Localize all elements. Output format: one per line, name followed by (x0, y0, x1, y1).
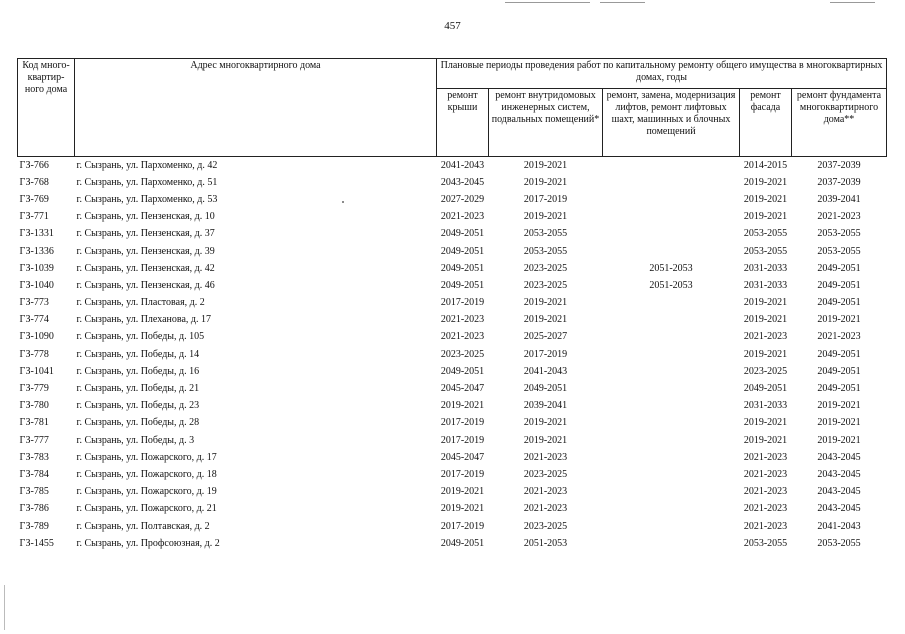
cell-facade: 2019-2021 (743, 348, 788, 360)
cell-code: ГЗ-781 (19, 417, 49, 429)
capital-repair-table (17, 58, 887, 552)
cell-lifts (603, 346, 740, 363)
cell-lifts (603, 535, 740, 552)
cell-lifts (603, 484, 740, 501)
cell-address: г. Сызрань, ул. Пензенская, д. 37 (76, 228, 215, 240)
cell-code: ГЗ-778 (19, 348, 49, 360)
scan-edge-mark (4, 585, 5, 630)
cell-foundation: 2019-2021 (817, 314, 861, 326)
cell-address: г. Сызрань, ул. Пархоменко, д. 53 (76, 193, 218, 205)
cell-roof: 2049-2051 (440, 279, 485, 291)
table-row (18, 484, 887, 501)
cell-roof: 2021-2023 (440, 314, 485, 326)
cell-facade: 2053-2055 (743, 537, 788, 549)
cell-code: ГЗ-768 (19, 176, 49, 188)
table-row (18, 157, 887, 175)
cell-address: г. Сызрань, ул. Победы, д. 21 (76, 383, 200, 395)
header-lifts: ремонт, замена, модернизация лифтов, ремонт лифтовых шахт, машинных и блочных помещений (603, 88, 740, 156)
cell-facade: 2023-2025 (743, 365, 788, 377)
cell-lifts (603, 518, 740, 535)
cell-roof: 2023-2025 (440, 348, 485, 360)
header-periods-group: Плановые периоды проведения работ по капитальному ремонту общего имущества в многоквартирных домах, годы (437, 59, 887, 89)
cell-engineering: 2017-2019 (523, 348, 568, 360)
cell-address: г. Сызрань, ул. Пензенская, д. 10 (76, 211, 215, 223)
cell-code: ГЗ-1041 (19, 365, 54, 377)
scan-edge-mark (600, 2, 645, 3)
header-facade: ремонт фасада (740, 88, 792, 156)
table-row (18, 415, 887, 432)
cell-lifts (603, 209, 740, 226)
cell-address: г. Сызрань, ул. Пожарского, д. 17 (76, 451, 217, 463)
cell-engineering: 2023-2025 (523, 279, 568, 291)
table-row (18, 329, 887, 346)
cell-roof: 2045-2047 (440, 383, 485, 395)
cell-roof: 2017-2019 (440, 297, 485, 309)
cell-facade: 2019-2021 (743, 176, 788, 188)
cell-facade: 2031-2033 (743, 262, 788, 274)
table-row (18, 277, 887, 294)
cell-facade: 2019-2021 (743, 211, 788, 223)
cell-foundation: 2053-2055 (817, 537, 861, 549)
cell-code: ГЗ-777 (19, 434, 49, 446)
cell-address: г. Сызрань, ул. Победы, д. 3 (76, 434, 195, 446)
cell-facade: 2014-2015 (743, 159, 788, 171)
cell-lifts (603, 363, 740, 380)
cell-facade: 2049-2051 (743, 383, 788, 395)
cell-foundation: 2049-2051 (817, 365, 861, 377)
cell-foundation: 2053-2055 (817, 245, 861, 257)
header-engineering: ремонт внутридомовых инженерных систем, подвальных помещений* (489, 88, 603, 156)
cell-lifts (603, 226, 740, 243)
cell-roof: 2019-2021 (440, 503, 485, 515)
cell-roof: 2049-2051 (440, 365, 485, 377)
cell-foundation: 2041-2043 (817, 520, 861, 532)
table-row (18, 535, 887, 552)
cell-code: ГЗ-766 (19, 159, 49, 171)
cell-address: г. Сызрань, ул. Пархоменко, д. 42 (76, 159, 218, 171)
cell-facade: 2019-2021 (743, 314, 788, 326)
table-row (18, 209, 887, 226)
table-row (18, 243, 887, 260)
cell-lifts (603, 191, 740, 208)
header-address: Адрес многоквартирного дома (75, 59, 437, 157)
cell-roof: 2049-2051 (440, 262, 485, 274)
cell-foundation: 2037-2039 (817, 176, 861, 188)
cell-lifts (603, 329, 740, 346)
cell-roof: 2017-2019 (440, 468, 485, 480)
cell-foundation: 2039-2041 (817, 193, 861, 205)
table-row (18, 501, 887, 518)
cell-roof: 2043-2045 (440, 176, 485, 188)
cell-facade: 2019-2021 (743, 297, 788, 309)
cell-engineering: 2019-2021 (523, 211, 568, 223)
cell-lifts (603, 449, 740, 466)
cell-address: г. Сызрань, ул. Пластовая, д. 2 (76, 297, 205, 309)
cell-lifts: 2051-2053 (649, 262, 693, 274)
cell-engineering: 2019-2021 (523, 314, 568, 326)
cell-engineering: 2025-2027 (523, 331, 568, 343)
cell-roof: 2041-2043 (440, 159, 485, 171)
cell-code: ГЗ-774 (19, 314, 49, 326)
cell-address: г. Сызрань, ул. Пожарского, д. 19 (76, 486, 217, 498)
cell-address: г. Сызрань, ул. Пензенская, д. 42 (76, 262, 215, 274)
header-roof: ремонт крыши (437, 88, 489, 156)
cell-foundation: 2019-2021 (817, 417, 861, 429)
cell-lifts (603, 157, 740, 175)
cell-foundation: 2019-2021 (817, 434, 861, 446)
cell-engineering: 2023-2025 (523, 262, 568, 274)
table-row (18, 346, 887, 363)
header-foundation: ремонт фундамента многоквартирного дома** (792, 88, 887, 156)
cell-lifts (603, 295, 740, 312)
cell-engineering: 2023-2025 (523, 520, 568, 532)
cell-engineering: 2019-2021 (523, 434, 568, 446)
cell-engineering: 2019-2021 (523, 159, 568, 171)
cell-roof: 2019-2021 (440, 486, 485, 498)
cell-roof: 2017-2019 (440, 417, 485, 429)
cell-roof: 2045-2047 (440, 451, 485, 463)
cell-engineering: 2021-2023 (523, 486, 568, 498)
cell-facade: 2031-2033 (743, 400, 788, 412)
table-row (18, 226, 887, 243)
table-row (18, 295, 887, 312)
cell-roof: 2017-2019 (440, 520, 485, 532)
cell-address: г. Сызрань, ул. Победы, д. 14 (76, 348, 200, 360)
table-row (18, 260, 887, 277)
cell-roof: 2049-2051 (440, 537, 485, 549)
table-row (18, 174, 887, 191)
cell-code: ГЗ-773 (19, 297, 49, 309)
table-row (18, 518, 887, 535)
cell-foundation: 2049-2051 (817, 262, 861, 274)
cell-lifts: 2051-2053 (649, 279, 693, 291)
cell-foundation: 2021-2023 (817, 331, 861, 343)
table-row (18, 449, 887, 466)
cell-foundation: 2019-2021 (817, 400, 861, 412)
cell-foundation: 2043-2045 (817, 503, 861, 515)
cell-code: ГЗ-769 (19, 193, 49, 205)
cell-foundation: 2043-2045 (817, 451, 861, 463)
table-row (18, 363, 887, 380)
cell-roof: 2019-2021 (440, 400, 485, 412)
cell-address: г. Сызрань, ул. Пожарского, д. 21 (76, 503, 217, 515)
cell-lifts (603, 432, 740, 449)
cell-code: ГЗ-1331 (19, 228, 54, 240)
cell-address: г. Сызрань, ул. Пензенская, д. 39 (76, 245, 215, 257)
cell-address: г. Сызрань, ул. Полтавская, д. 2 (76, 520, 210, 532)
cell-roof: 2021-2023 (440, 211, 485, 223)
cell-code: ГЗ-785 (19, 486, 49, 498)
cell-facade: 2053-2055 (743, 245, 788, 257)
cell-facade: 2021-2023 (743, 451, 788, 463)
cell-engineering: 2019-2021 (523, 417, 568, 429)
cell-engineering: 2021-2023 (523, 451, 568, 463)
cell-foundation: 2049-2051 (817, 279, 861, 291)
cell-foundation: 2043-2045 (817, 486, 861, 498)
cell-lifts (603, 501, 740, 518)
cell-foundation: 2053-2055 (817, 228, 861, 240)
cell-foundation: 2049-2051 (817, 383, 861, 395)
cell-foundation: 2049-2051 (817, 348, 861, 360)
cell-facade: 2021-2023 (743, 331, 788, 343)
cell-address: г. Сызрань, ул. Пензенская, д. 46 (76, 279, 215, 291)
cell-engineering: 2039-2041 (523, 400, 568, 412)
cell-facade: 2021-2023 (743, 468, 788, 480)
cell-engineering: 2019-2021 (523, 176, 568, 188)
cell-roof: 2049-2051 (440, 228, 485, 240)
table-row (18, 466, 887, 483)
cell-roof: 2021-2023 (440, 331, 485, 343)
cell-facade: 2021-2023 (743, 503, 788, 515)
cell-address: г. Сызрань, ул. Пожарского, д. 18 (76, 468, 217, 480)
cell-lifts (603, 174, 740, 191)
cell-facade: 2053-2055 (743, 228, 788, 240)
cell-address: г. Сызрань, ул. Победы, д. 28 (76, 417, 200, 429)
cell-address: г. Сызрань, ул. Победы, д. 105 (76, 331, 205, 343)
cell-lifts (603, 466, 740, 483)
table-row (18, 312, 887, 329)
cell-address: г. Сызрань, ул. Плеханова, д. 17 (76, 314, 212, 326)
cell-engineering: 2021-2023 (523, 503, 568, 515)
cell-code: ГЗ-779 (19, 383, 49, 395)
table-row (18, 191, 887, 208)
cell-engineering: 2019-2021 (523, 297, 568, 309)
cell-code: ГЗ-1455 (19, 537, 54, 549)
cell-facade: 2031-2033 (743, 279, 788, 291)
cell-address: г. Сызрань, ул. Профсоюзная, д. 2 (76, 537, 220, 549)
header-row-group (18, 59, 887, 89)
cell-code: ГЗ-1039 (19, 262, 54, 274)
cell-lifts (603, 398, 740, 415)
cell-facade: 2021-2023 (743, 520, 788, 532)
cell-roof: 2017-2019 (440, 434, 485, 446)
cell-foundation: 2037-2039 (817, 159, 861, 171)
cell-engineering: 2051-2053 (523, 537, 568, 549)
table-row (18, 398, 887, 415)
cell-facade: 2019-2021 (743, 193, 788, 205)
cell-address: г. Сызрань, ул. Победы, д. 16 (76, 365, 200, 377)
table-row (18, 432, 887, 449)
cell-code: ГЗ-780 (19, 400, 49, 412)
cell-engineering: 2023-2025 (523, 468, 568, 480)
cell-code: ГЗ-1090 (19, 331, 54, 343)
cell-code: ГЗ-786 (19, 503, 49, 515)
cell-foundation: 2043-2045 (817, 468, 861, 480)
header-code: Код много-квартир-ного дома (18, 59, 75, 157)
cell-code: ГЗ-1040 (19, 279, 54, 291)
cell-lifts (603, 380, 740, 397)
cell-code: ГЗ-1336 (19, 245, 54, 257)
page-number: 457 (444, 20, 461, 32)
cell-code: ГЗ-784 (19, 468, 49, 480)
scan-edge-mark (505, 2, 590, 3)
cell-facade: 2021-2023 (743, 486, 788, 498)
cell-roof: 2027-2029 (440, 193, 485, 205)
cell-foundation: 2049-2051 (817, 297, 861, 309)
cell-foundation: 2021-2023 (817, 211, 861, 223)
cell-code: ГЗ-789 (19, 520, 49, 532)
cell-address: г. Сызрань, ул. Победы, д. 23 (76, 400, 200, 412)
cell-address: г. Сызрань, ул. Пархоменко, д. 51 (76, 176, 218, 188)
cell-code: ГЗ-783 (19, 451, 49, 463)
table-body (18, 157, 887, 553)
cell-roof: 2049-2051 (440, 245, 485, 257)
cell-lifts (603, 243, 740, 260)
cell-facade: 2019-2021 (743, 434, 788, 446)
cell-engineering: 2049-2051 (523, 383, 568, 395)
cell-lifts (603, 312, 740, 329)
cell-engineering: 2053-2055 (523, 228, 568, 240)
cell-lifts (603, 415, 740, 432)
scan-edge-mark (830, 2, 875, 3)
cell-code: ГЗ-771 (19, 211, 49, 223)
cell-engineering: 2053-2055 (523, 245, 568, 257)
cell-engineering: 2041-2043 (523, 365, 568, 377)
cell-engineering: 2017-2019 (523, 193, 568, 205)
table-row (18, 380, 887, 397)
cell-facade: 2019-2021 (743, 417, 788, 429)
